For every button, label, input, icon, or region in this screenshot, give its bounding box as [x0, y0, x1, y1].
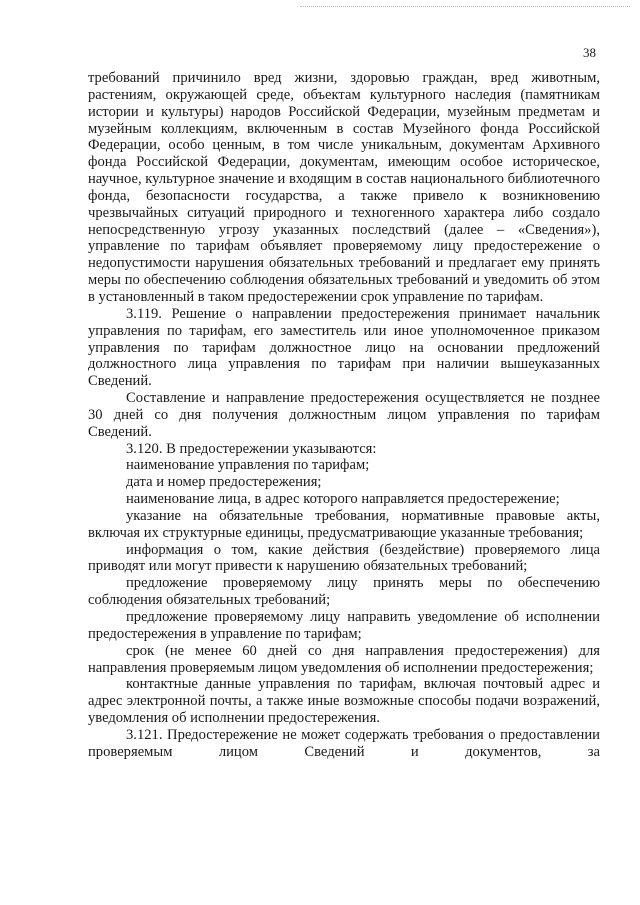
- paragraph-deadline: Составление и направление предостережения осуществляется не позднее 30 дней со дня получения должностным лицом управления по тарифам Сведений.: [88, 390, 600, 440]
- list-item: предложение проверяемому лицу принять меры по обеспечению соблюдения обязательных требований;: [88, 575, 600, 609]
- list-item: предложение проверяемому лицу направить уведомление об исполнении предостережения в управление по тарифам;: [88, 609, 600, 642]
- paragraph-continuation: требований причинило вред жизни, здоровью граждан, вред животным, растениям, окружающей среде, объектам культурного наследия (памятникам истории и культуры) народов Российской Федерации, музейным предметам и музейным коллекциям, включенным в состав Музейного фонда Российской Федерации, особо ценным, в том числе уникальным, документам Архивного фонда Российской Федерации, документам, имеющим особое историческое, научное, культурное значение и входящим в состав национального библиотечного фонда, безопасности государства, а также привело к возникновению чрезвычайных ситуаций природного и техногенного характера либо создало непосредственную угрозу указанных последствий (далее – «Сведения»), управление по тарифам объявляет проверяемому лицу предостережение о недопустимости нарушения обязательных требований и предлагает ему принять меры по обеспечению соблюдения обязательных требований и уведомить об этом в установленный в таком предостережении срок управление по тарифам.: [88, 70, 600, 305]
- paragraph-3-121: 3.121. Предостережение не может содержать требования о предоставлении проверяемым лицом Сведений и документов, за: [88, 726, 600, 760]
- list-item: указание на обязательные требования, нормативные правовые акты, включая их структурные единицы, предусматривающие указанные требования;: [88, 507, 600, 541]
- paragraph-3-120: 3.120. В предостережении указываются:: [126, 440, 377, 457]
- list-item: контактные данные управления по тарифам, включая почтовый адрес и адрес электронной почты, а также иные возможные способы подачи возражений, уведомления об исполнении предостережения.: [88, 676, 600, 727]
- list-item: наименование лица, в адрес которого направляется предостережение;: [126, 491, 560, 508]
- document-body: [88, 70, 600, 761]
- list-item: информация о том, какие действия (бездействие) проверяемого лица приводят или могут привести к нарушению обязательных требований;: [88, 541, 600, 575]
- list-item: дата и номер предостережения;: [126, 474, 322, 491]
- paragraph-3-119: 3.119. Решение о направлении предостережения принимает начальник управления по тарифам, его заместитель или иное уполномоченное приказом управления по тарифам должностное лицо на основании предложений должностного лица управления по тарифам при наличии вышеуказанных Сведений.: [88, 305, 600, 390]
- page-number: 38: [583, 45, 596, 60]
- list-item: срок (не менее 60 дней со дня направления предостережения) для направления проверяемым лицом уведомления об исполнении предостережения;: [88, 642, 600, 676]
- scan-header-marks: [300, 6, 630, 10]
- list-item: наименование управления по тарифам;: [126, 457, 370, 474]
